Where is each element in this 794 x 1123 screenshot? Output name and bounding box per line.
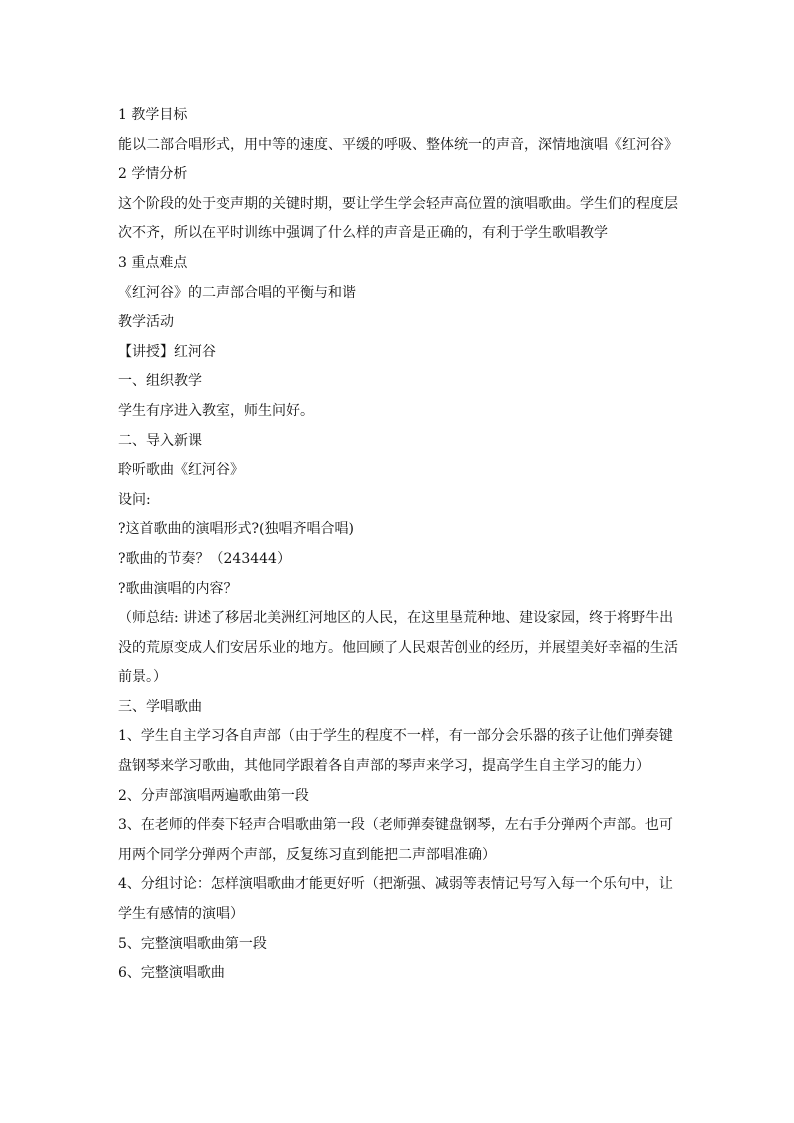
question-3: ?歌曲演唱的内容？ <box>118 580 238 597</box>
heading-teaching-goals: 1 教学目标 <box>118 107 188 123</box>
item-6: 6、完整演唱歌曲 <box>118 965 225 982</box>
paragraph-analysis-line-1: 这个阶段的处于变声期的关键时期，要让学生学会轻声高位置的演唱歌曲。学生们的程度层 <box>118 195 678 212</box>
paragraph-goals: 能以二部合唱形式，用中等的速度、平缓的呼吸、整体统一的声音，深情地演唱《红河谷》 <box>118 136 678 153</box>
item-1-line-2: 盘钢琴来学习歌曲，其他同学跟着各自声部的琴声来学习，提高学生自主学习的能力） <box>118 758 650 775</box>
item-4-line-2: 学生有感情的演唱） <box>118 906 244 923</box>
step-learn-song: 三、学唱歌曲 <box>118 698 202 715</box>
item-3-line-1: 3、在老师的伴奏下轻声合唱歌曲第一段（老师弹奏键盘钢琴，左右手分弹两个声部。也可 <box>118 817 673 834</box>
paragraph-analysis-line-2: 次不齐，所以在平时训练中强调了什么样的声音是正确的，有利于学生歌唱教学 <box>118 225 608 242</box>
section-lecture-title: 【讲授】红河谷 <box>118 343 216 360</box>
heading-learner-analysis: 2 学情分析 <box>118 166 188 183</box>
paragraph-key-points: 《红河谷》的二声部合唱的平衡与和谐 <box>118 284 356 301</box>
heading-key-points: 3 重点难点 <box>118 254 188 271</box>
item-3-line-2: 用两个同学分弹两个声部，反复练习直到能把二声部唱准确） <box>118 846 496 863</box>
item-1-line-1: 1、学生自主学习各自声部（由于学生的程度不一样，有一部分会乐器的孩子让他们弹奏键 <box>118 728 673 745</box>
item-5: 5、完整演唱歌曲第一段 <box>118 935 267 952</box>
step-organize: 一、组织教学 <box>118 373 202 390</box>
step-introduce-text: 聆听歌曲《红河谷》 <box>118 462 244 479</box>
question-1: ?这首歌曲的演唱形式?(独唱齐唱合唱) <box>118 521 354 538</box>
document-page <box>118 101 688 989</box>
question-2: ?歌曲的节奏？（243444） <box>118 550 291 567</box>
step-organize-text: 学生有序进入教室，师生问好。 <box>118 402 314 419</box>
heading-activities: 教学活动 <box>118 314 174 331</box>
item-2: 2、分声部演唱两遍歌曲第一段 <box>118 787 309 804</box>
step-introduce: 二、导入新课 <box>118 432 202 449</box>
summary-line-1: （师总结: 讲述了移居北美洲红河地区的人民，在这里垦荒种地、建设家园，终于将野牛出 <box>118 610 674 627</box>
questions-label: 设问: <box>118 491 151 508</box>
summary-line-2: 没的荒原变成人们安居乐业的地方。他回顾了人民艰苦创业的经历，并展望美好幸福的生活 <box>118 639 678 656</box>
summary-line-3: 前景。） <box>118 669 167 686</box>
item-4-line-1: 4、分组讨论：怎样演唱歌曲才能更好听（把渐强、减弱等表情记号写入每一个乐句中，让 <box>118 876 673 893</box>
